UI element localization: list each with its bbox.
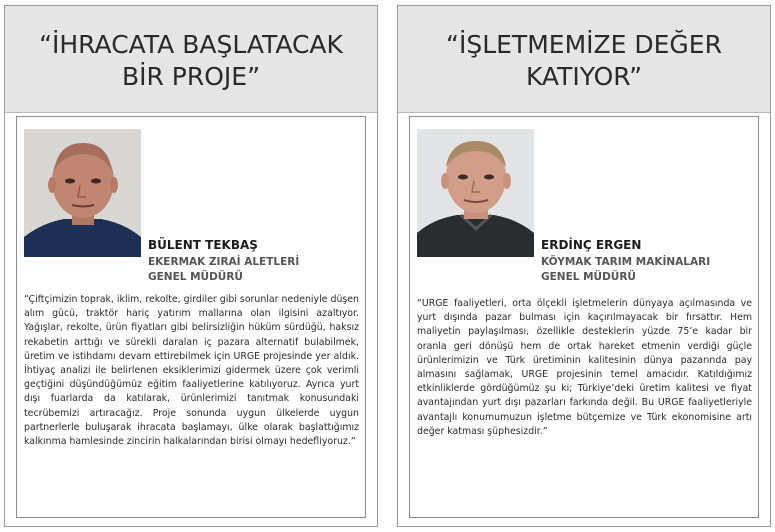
interview-card xyxy=(409,116,759,518)
headline: “İHRACATA BAŞLATACAK BİR PROJE” xyxy=(39,30,343,91)
quote-text: “Çiftçimizin toprak, iklim, rekolte, girdiler gibi sorunlar nedeniyle düşen alım gücü, traktör hariç yatırım mallarına olan ilgisini azaltıyor. Yağışlar, rekolte, ürün fiyatları gibi belirsizliğin hüküm sürdüğü, haksız rekabetin arttığı ve sürekli daralan iç pazara alternatif bulabilmek, üretim ve istihdamı devam ettirebilmek için URGE projesinde yer aldık. İhtiyaç analizi ile belirlenen eksiklerimizi gidermek üzere çok verimli geçtiğini düşündüğümüz eğitim faaliyetlerine katılıyoruz. Ayrıca yurt dışı fuarlarda da katılarak, ürünlerimizi tanıtmak konusundaki tecrübemizi artıracağız. Proje sonunda uygun ülkelerde uygun partnerlerle buluşarak ihracata başlamayı, ülke olarak başlattığımız kalkınma hamlesinde zincirin halkalarından birisi olmayı hedefliyoruz.” xyxy=(24,294,359,448)
person-role: KÖYMAK TARIM MAKİNALARI GENEL MÜDÜRÜ xyxy=(541,256,711,283)
interview-panel-left xyxy=(4,5,378,527)
quote-text: “URGE faaliyetleri, orta ölçekli işletmelerin dünyaya açılmasında ve yurt dışında pazar bulması için kaçırılmayacak bir fırsattır. Hem maliyetin paylaşılması, özellikle desteklerin yüzde 75’e kadar bir oranla geri dönüşü hem de ortak hareket etmenin verdiği güçle ürünlerimizin ve Türk üretiminin kalitesinin dünya pazarında pay almasını sağlamak, URGE projesinin temel amacıdır. Katıldığımız etkinliklerde gördüğümüz şu ki; Türkiye’deki üretim kalitesi ve fiyat avantajından yurt dışı pazarları farkında değil. Bu URGE faaliyetleriyle avantajlı konumumuzun işletme bütçemize ve Türk ekonomisine artı değer katması şüphesizdir.” xyxy=(417,298,752,437)
person-name: BÜLENT TEKBAŞ xyxy=(148,238,258,252)
interview-card xyxy=(16,116,366,518)
headline-banner xyxy=(5,6,377,113)
portrait-photo xyxy=(24,129,141,257)
person-role: EKERMAK ZIRAİ ALETLERİ GENEL MÜDÜRÜ xyxy=(148,256,300,283)
person-name: ERDİNÇ ERGEN xyxy=(541,238,642,252)
headline: “İŞLETMEMİZE DEĞER KATIYOR” xyxy=(446,30,722,91)
portrait-photo xyxy=(417,129,534,257)
interview-panel-right xyxy=(397,5,771,527)
headline-banner xyxy=(398,6,770,113)
